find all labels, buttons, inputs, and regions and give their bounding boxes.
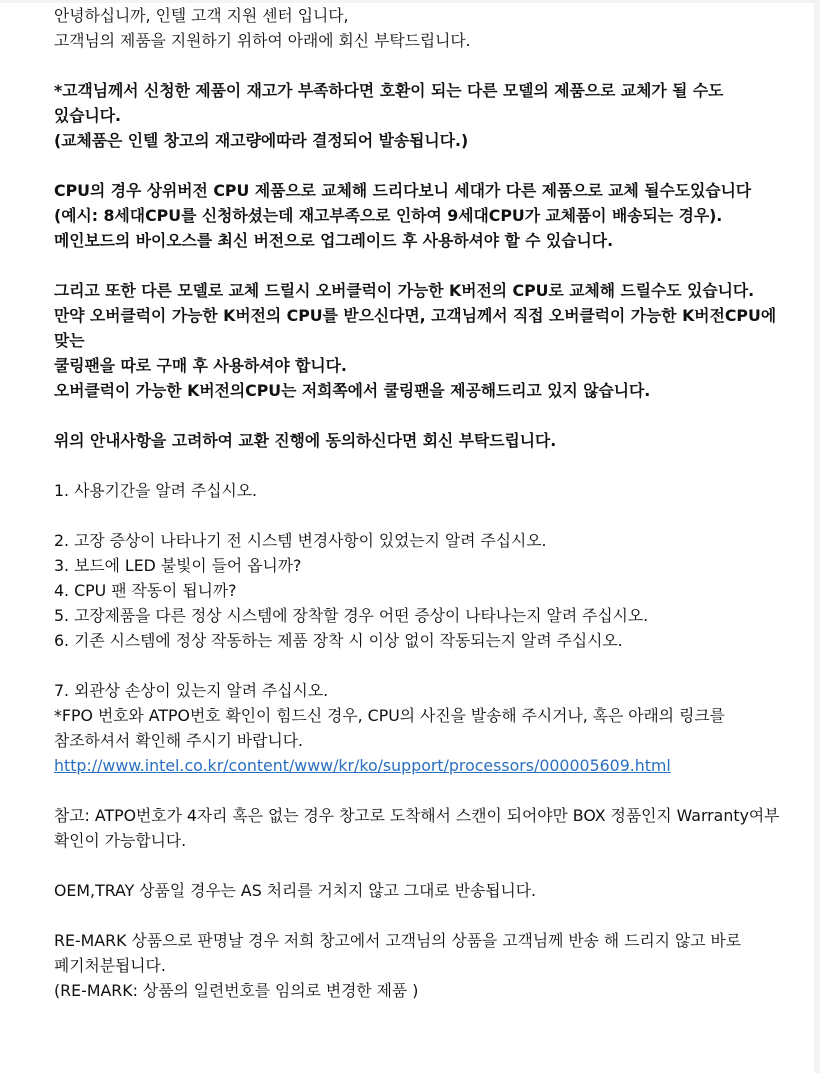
reference-text: 참고: ATPO번호가 4자리 혹은 없는 경우 창고로 도착해서 스캔이 되어야만 BOX 정품인지 Warranty여부 확인이 가능합니다.	[54, 806, 780, 850]
question-item: 2. 고장 증상이 나타나기 전 시스템 변경사항이 있었는지 알려 주십시오.	[54, 531, 547, 550]
fpo-note: *FPO 번호와 ATPO번호 확인이 힘드신 경우, CPU의 사진을 발송해 주시거나, 혹은 아래의 링크를 참조하셔서 확인해 주시기 바랍니다.	[54, 706, 725, 750]
question-item: 5. 고장제품을 다른 정상 시스템에 장착할 경우 어떤 증상이 나타나는지 알려 주십시오.	[54, 606, 649, 625]
notice-line: 오버클럭이 가능한 K버전의CPU는 저희쪽에서 쿨링팬을 제공해드리고 있지 않습니다.	[54, 381, 651, 400]
question-item: 6. 기존 시스템에 정상 작동하는 제품 장착 시 이상 없이 작동되는지 알려 주십시오.	[54, 631, 623, 650]
notice-line: 위의 안내사항을 고려하여 교환 진행에 동의하신다면 회신 부탁드립니다.	[54, 431, 557, 450]
oem-text: OEM,TRAY 상품일 경우는 AS 처리를 거치지 않고 그대로 반송됩니다.	[54, 881, 537, 900]
question-7-block	[54, 678, 782, 778]
question-item: 4. CPU 팬 작동이 됩니까?	[54, 581, 237, 600]
remark-note	[54, 928, 782, 1003]
notice-line: (예시: 8세대CPU를 신청하셨는데 재고부족으로 인하여 9세대CPU가 교체품이 배송되는 경우).	[54, 206, 723, 225]
notice-line: *고객님께서 신청한 제품이 재고가 부족하다면 호환이 되는 다른 모델의 제품으로 교체가 될 수도 있습니다.	[54, 81, 724, 125]
reference-note	[54, 803, 782, 853]
greeting	[54, 3, 782, 53]
question-item: 1. 사용기간을 알려 주십시오.	[54, 481, 258, 500]
greeting-line: 고객님의 제품을 지원하기 위하여 아래에 회신 부탁드립니다.	[54, 31, 471, 50]
question-list	[54, 528, 782, 653]
notice-line: 그리고 또한 다른 모델로 교체 드릴시 오버클럭이 가능한 K버전의 CPU로 교체해 드릴수도 있습니다.	[54, 281, 755, 300]
notice-line: CPU의 경우 상위버전 CPU 제품으로 교체해 드리다보니 세대가 다른 제품으로 교체 될수도있습니다	[54, 181, 752, 200]
question-item: 3. 보드에 LED 불빛이 들어 옵니까?	[54, 556, 302, 575]
notice-replacement	[54, 78, 782, 153]
support-link[interactable]: http://www.intel.co.kr/content/www/kr/ko/support/processors/000005609.html	[54, 756, 671, 775]
notice-line: 메인보드의 바이오스를 최신 버전으로 업그레이드 후 사용하셔야 할 수 있습니다.	[54, 231, 614, 250]
greeting-line: 안녕하십니까, 인텔 고객 지원 센터 입니다,	[54, 6, 349, 25]
notice-line: 쿨링팬을 따로 구매 후 사용하셔야 합니다.	[54, 356, 347, 375]
notice-line: 만약 오버클럭이 가능한 K버전의 CPU를 받으신다면, 고객님께서 직접 오버클럭이 가능한 K버전CPU에 맞는	[54, 306, 777, 350]
remark-line: RE-MARK 상품으로 판명날 경우 저희 창고에서 고객님의 상품을 고객님께 반송 해 드리지 않고 바로 폐기처분됩니다.	[54, 931, 742, 975]
notice-cpu	[54, 178, 782, 253]
notice-line: (교체품은 인텔 창고의 재고량에따라 결정되어 발송됩니다.)	[54, 131, 469, 150]
notice-k-version	[54, 278, 782, 403]
remark-line: (RE-MARK: 상품의 일련번호를 임의로 변경한 제품 )	[54, 981, 419, 1000]
oem-note	[54, 878, 782, 903]
notice-consent	[54, 428, 782, 453]
question-item: 7. 외관상 손상이 있는지 알려 주십시오.	[54, 681, 329, 700]
question-1	[54, 478, 782, 503]
